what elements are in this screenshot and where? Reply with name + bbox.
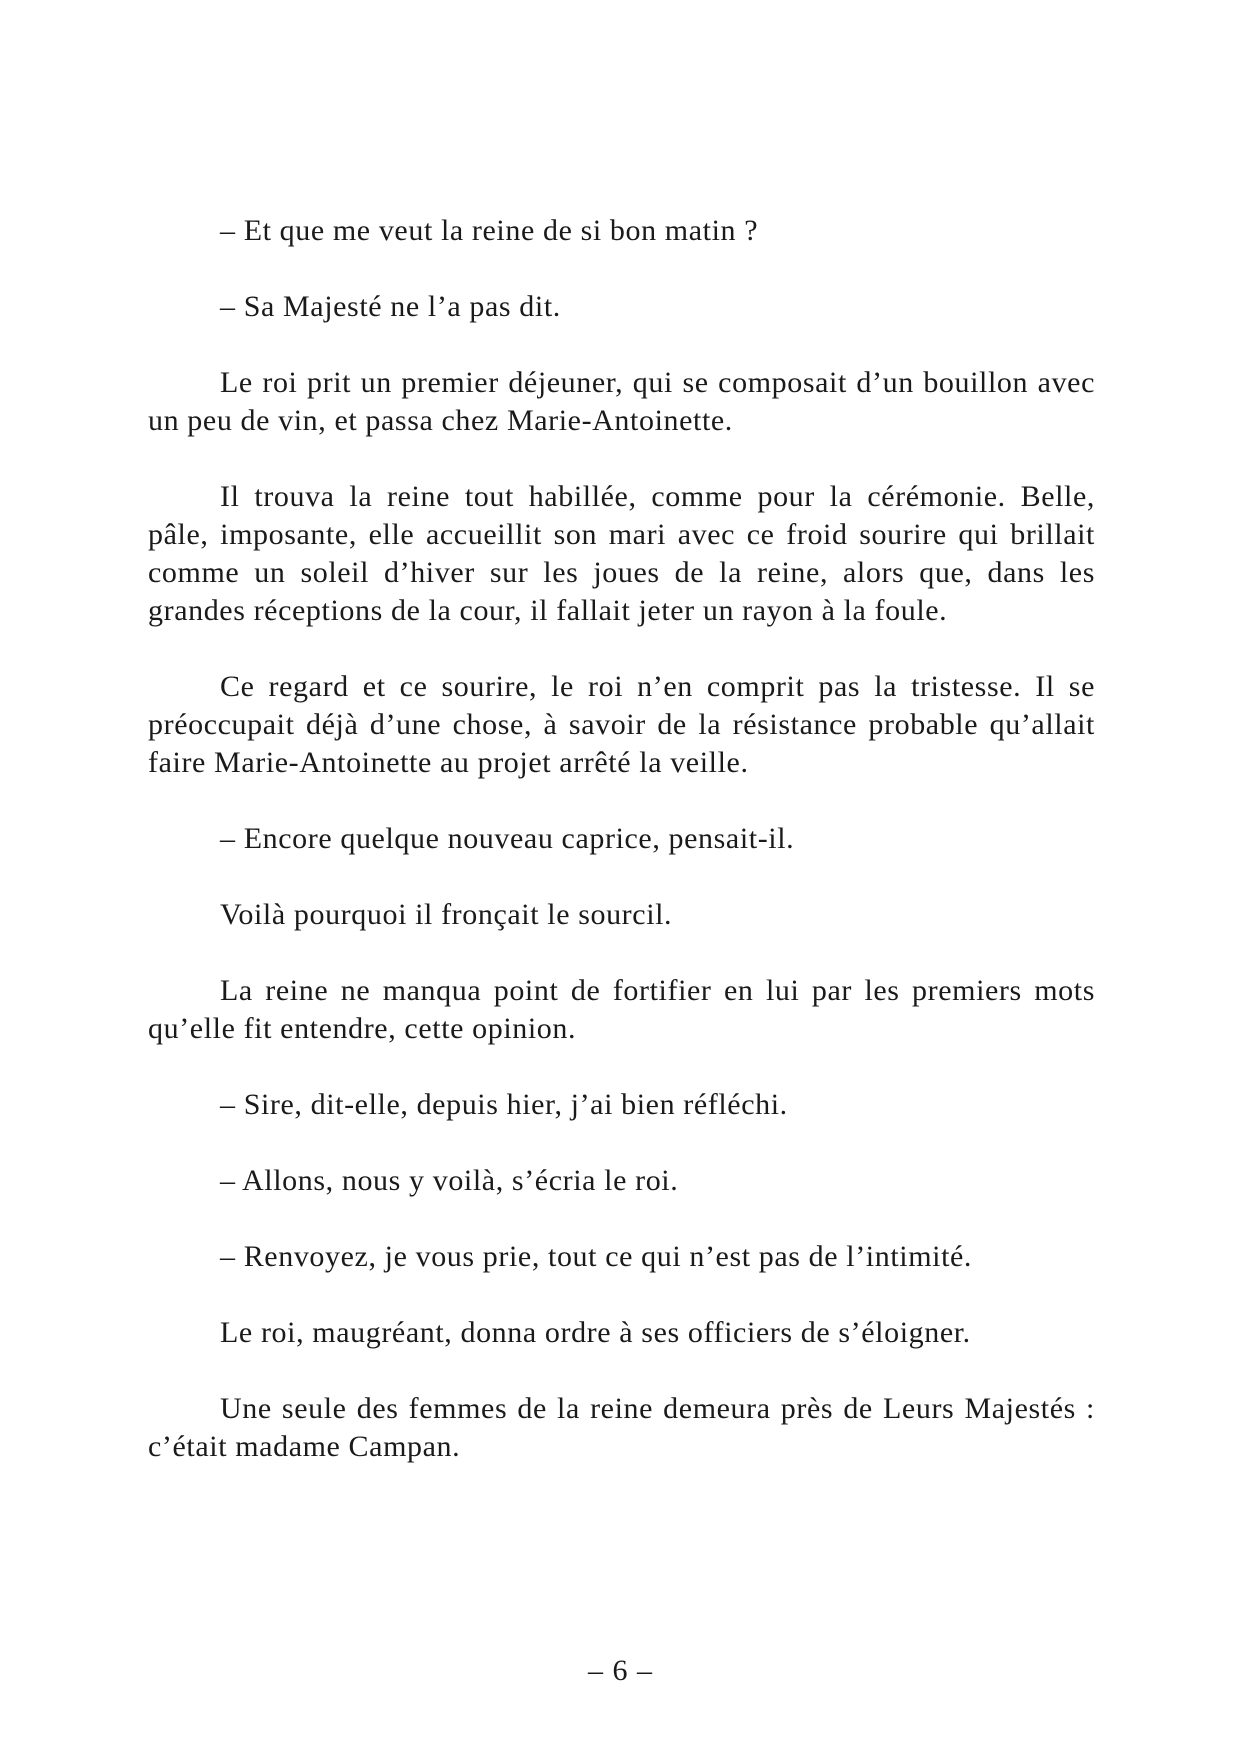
paragraph: – Sire, dit-elle, depuis hier, j’ai bien réfléchi.: [220, 1088, 788, 1121]
paragraph: Voilà pourquoi il fronçait le sourcil.: [220, 898, 673, 931]
paragraph: La reine ne manqua point de fortifier en lui par les premiers mots qu’elle fit entendre, cette opinion.: [148, 974, 1095, 1045]
paragraph: – Renvoyez, je vous prie, tout ce qui n’est pas de l’intimité.: [220, 1240, 973, 1273]
paragraph: Le roi prit un premier déjeuner, qui se composait d’un bouillon avec un peu de vin, et passa chez Marie-Antoinette.: [148, 366, 1095, 437]
paragraph: – Allons, nous y voilà, s’écria le roi.: [220, 1164, 679, 1197]
paragraph: Le roi, maugréant, donna ordre à ses officiers de s’éloigner.: [220, 1316, 971, 1349]
paragraph: Il trouva la reine tout habillée, comme pour la cérémonie. Belle, pâle, imposante, elle accueillit son mari avec ce froid sourire qui brillait comme un soleil d’hiver sur les joues de la reine, alors que, dans les grandes réceptions de la cour, il fallait jeter un rayon à la foule.: [148, 480, 1095, 627]
page-body: [148, 212, 1095, 1466]
page-number: – 6 –: [588, 1654, 653, 1687]
paragraph: Ce regard et ce sourire, le roi n’en comprit pas la tristesse. Il se préoccupait déjà d’une chose, à savoir de la résistance probable qu’allait faire Marie-Antoinette au projet arrêté la veille.: [148, 670, 1095, 779]
paragraph: Une seule des femmes de la reine demeura près de Leurs Majestés : c’était madame Campan.: [148, 1392, 1095, 1463]
paragraph: – Sa Majesté ne l’a pas dit.: [220, 290, 561, 323]
paragraph: – Et que me veut la reine de si bon matin ?: [220, 214, 759, 247]
paragraph: – Encore quelque nouveau caprice, pensait-il.: [220, 822, 795, 855]
